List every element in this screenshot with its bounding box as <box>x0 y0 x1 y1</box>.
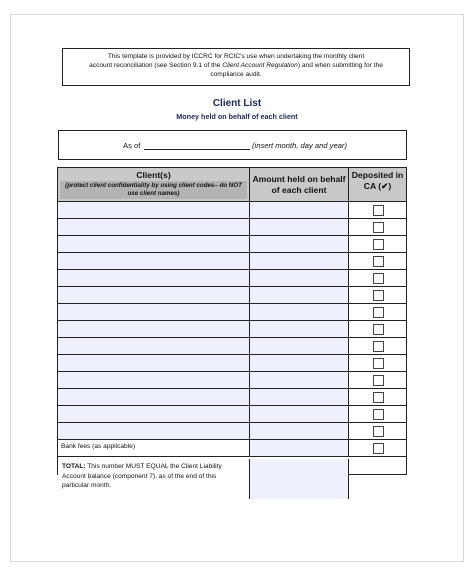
bank-fees-row <box>58 440 406 457</box>
deposited-cell <box>349 440 406 456</box>
client-code-field[interactable] <box>58 219 250 235</box>
template-notice <box>62 48 410 86</box>
table-row <box>58 253 406 270</box>
as-of-hint: (insert month, day and year) <box>252 141 347 150</box>
deposited-checkbox[interactable] <box>373 341 384 352</box>
deposited-cell <box>349 219 406 235</box>
table-row <box>58 219 406 236</box>
client-code-field[interactable] <box>58 304 250 320</box>
client-code-field[interactable] <box>58 202 250 218</box>
table-row <box>58 236 406 253</box>
deposited-checkbox[interactable] <box>373 392 384 403</box>
as-of-box <box>58 130 407 160</box>
notice-line-2-start: account reconciliation (see Section 9.1 of the <box>89 62 223 70</box>
deposited-checkbox[interactable] <box>373 443 384 454</box>
deposited-checkbox[interactable] <box>373 307 384 318</box>
table-row <box>58 372 406 389</box>
deposited-cell <box>349 236 406 252</box>
total-cell <box>58 459 250 499</box>
deposited-cell <box>349 202 406 218</box>
deposited-cell <box>349 355 406 371</box>
total-description: This number MUST EQUAL the Client Liability Account balance (component 7), as of the end of this particular month. <box>62 463 222 489</box>
amount-field[interactable] <box>250 389 349 405</box>
table-row <box>58 355 406 372</box>
header-deposited: Deposited in CA (✔) <box>351 170 404 191</box>
total-text <box>58 459 249 491</box>
amount-field[interactable] <box>250 372 349 388</box>
client-code-field[interactable] <box>58 355 250 371</box>
deposited-checkbox[interactable] <box>373 426 384 437</box>
amount-field[interactable] <box>250 406 349 422</box>
notice-line-2 <box>63 61 409 70</box>
amount-field[interactable] <box>250 236 349 252</box>
table-row <box>58 389 406 406</box>
header-clients-note: (protect client confidentiality by using client codes– do NOT use client names) <box>60 181 247 199</box>
client-list-table <box>57 167 407 489</box>
bank-fees-cell <box>58 440 250 456</box>
table-row <box>58 270 406 287</box>
deposited-cell <box>349 372 406 388</box>
client-code-field[interactable] <box>58 321 250 337</box>
amount-field[interactable] <box>250 355 349 371</box>
client-code-field[interactable] <box>58 372 250 388</box>
deposited-checkbox[interactable] <box>373 324 384 335</box>
total-row <box>58 459 406 489</box>
client-code-field[interactable] <box>58 406 250 422</box>
deposited-checkbox[interactable] <box>373 358 384 369</box>
amount-field[interactable] <box>250 287 349 303</box>
notice-line-2-end: ) and when submitting for the <box>297 62 383 70</box>
deposited-cell <box>349 304 406 320</box>
table-row <box>58 423 406 440</box>
total-label: TOTAL: <box>62 463 86 470</box>
amount-field[interactable] <box>250 338 349 354</box>
header-amount: Amount held on behalf of each client <box>250 168 349 202</box>
amount-field[interactable] <box>250 202 349 218</box>
bank-fees-label: Bank fees (as applicable) <box>61 443 136 450</box>
table-row <box>58 287 406 304</box>
deposited-cell <box>349 389 406 405</box>
client-code-field[interactable] <box>58 287 250 303</box>
client-code-field[interactable] <box>58 338 250 354</box>
bank-fees-amount-field[interactable] <box>250 440 349 456</box>
table-row <box>58 202 406 219</box>
amount-field[interactable] <box>250 253 349 269</box>
deposited-cell <box>349 253 406 269</box>
table-row <box>58 406 406 423</box>
deposited-checkbox[interactable] <box>373 290 384 301</box>
table-row <box>58 321 406 338</box>
table-row <box>58 304 406 321</box>
deposited-checkbox[interactable] <box>373 409 384 420</box>
deposited-checkbox[interactable] <box>373 239 384 250</box>
client-code-field[interactable] <box>58 389 250 405</box>
header-clients <box>58 168 250 202</box>
deposited-checkbox[interactable] <box>373 256 384 267</box>
notice-line-1: This template is provided by ICCRC for RCIC's use when undertaking the monthly client <box>107 53 365 60</box>
client-code-field[interactable] <box>58 236 250 252</box>
deposited-checkbox[interactable] <box>373 222 384 233</box>
deposited-checkbox[interactable] <box>373 205 384 216</box>
deposited-cell <box>349 287 406 303</box>
notice-regulation-title: Client Account Regulation <box>222 62 298 70</box>
amount-field[interactable] <box>250 304 349 320</box>
deposited-cell <box>349 321 406 337</box>
client-code-field[interactable] <box>58 253 250 269</box>
client-code-field[interactable] <box>58 423 250 439</box>
client-code-field[interactable] <box>58 270 250 286</box>
deposited-cell <box>349 338 406 354</box>
as-of-date-field[interactable] <box>144 149 250 150</box>
amount-field[interactable] <box>250 270 349 286</box>
deposited-cell <box>349 406 406 422</box>
deposited-checkbox[interactable] <box>373 375 384 386</box>
deposited-cell <box>349 423 406 439</box>
amount-field[interactable] <box>250 423 349 439</box>
deposited-cell <box>349 270 406 286</box>
page-subtitle: Money held on behalf of each client <box>176 112 298 121</box>
amount-field[interactable] <box>250 219 349 235</box>
page-title: Client List <box>212 98 262 109</box>
total-amount-field[interactable] <box>250 459 349 499</box>
as-of-label: As of <box>123 141 141 150</box>
amount-field[interactable] <box>250 321 349 337</box>
notice-line-3: compliance audit. <box>210 71 262 79</box>
table-row <box>58 338 406 355</box>
deposited-checkbox[interactable] <box>373 273 384 284</box>
header-clients-label: Client(s) <box>136 170 171 180</box>
table-header <box>58 168 406 202</box>
